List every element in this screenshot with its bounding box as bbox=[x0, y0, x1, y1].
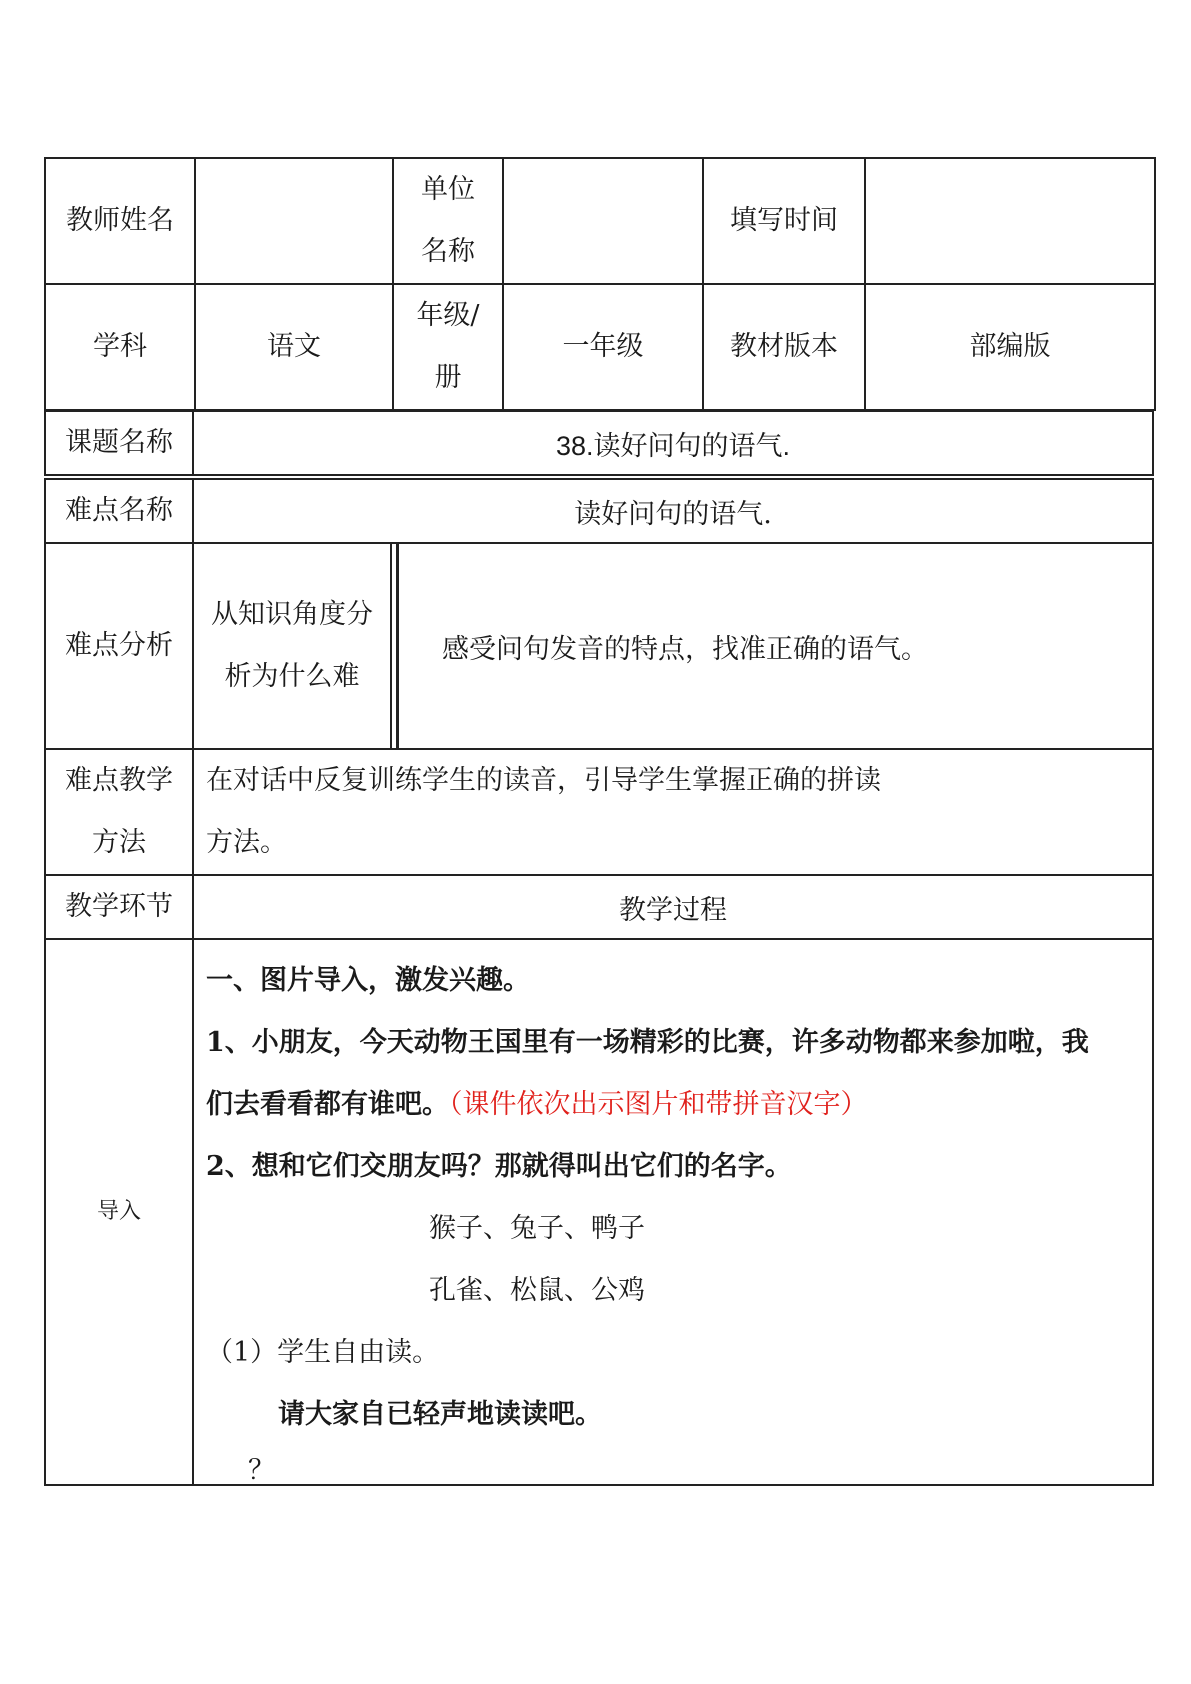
difficulty-row bbox=[44, 478, 1154, 544]
process-title: 教学过程 bbox=[192, 874, 1154, 940]
method-row bbox=[44, 748, 1154, 876]
intro-p2: 2、想和它们交朋友吗？那就得叫出它们的名字。 bbox=[206, 1151, 792, 1182]
header-row-1 bbox=[45, 158, 1155, 284]
analysis-value: 感受问句发音的特点，找准正确的语气。 bbox=[390, 542, 1154, 750]
step-1: （1）学生自由读。 bbox=[206, 1337, 440, 1368]
grade-label bbox=[393, 284, 503, 410]
process-header-row bbox=[44, 874, 1154, 940]
topic-row bbox=[44, 410, 1154, 476]
header-table bbox=[44, 157, 1156, 411]
courseware-note: （课件依次出示图片和带拼音汉字） bbox=[449, 1089, 868, 1120]
topic-label: 课题名称 bbox=[44, 410, 194, 476]
difficulty-label: 难点名称 bbox=[44, 478, 194, 544]
method-label-text: 难点教学方法 bbox=[65, 765, 173, 858]
topic-value: 38.读好问句的语气. bbox=[192, 410, 1154, 476]
teacher-name-label: 教师姓名 bbox=[45, 158, 195, 284]
header-row-2 bbox=[45, 284, 1155, 410]
animals-line-2: 孔雀、松鼠、公鸡 bbox=[429, 1275, 645, 1306]
method-value bbox=[192, 748, 1154, 876]
step-1-text: 请大家自已轻声地读读吧。 bbox=[278, 1399, 602, 1430]
subject-value: 语文 bbox=[195, 284, 393, 410]
edition-label: 教材版本 bbox=[703, 284, 865, 410]
intro-row bbox=[44, 938, 1154, 1486]
subject-label: 学科 bbox=[45, 284, 195, 410]
fill-date-label: 填写时间 bbox=[703, 158, 865, 284]
analysis-row bbox=[44, 542, 1154, 750]
method-label bbox=[44, 748, 194, 876]
analysis-label: 难点分析 bbox=[44, 542, 194, 750]
intro-p1-line1: 1、小朋友，今天动物王国里有一场精彩的比赛，许多动物都来参加啦，我 bbox=[206, 1027, 1089, 1058]
method-line-1: 在对话中反复训练学生的读音，引导学生掌握正确的拼读 bbox=[206, 765, 881, 796]
teacher-name-value bbox=[195, 158, 393, 284]
unit-name-value bbox=[503, 158, 703, 284]
analysis-divider bbox=[396, 542, 399, 750]
edition-value: 部编版 bbox=[865, 284, 1155, 410]
animals-line-1: 猴子、兔子、鸭子 bbox=[429, 1213, 645, 1244]
unit-name-label bbox=[393, 158, 503, 284]
unit-name-label-text: 单位名称 bbox=[420, 174, 475, 267]
trailing-mark: ？ bbox=[248, 1455, 275, 1486]
intro-content bbox=[192, 938, 1154, 1486]
intro-p1-line2 bbox=[206, 1082, 868, 1121]
process-step-label: 教学环节 bbox=[44, 874, 194, 940]
method-line-2: 方法。 bbox=[206, 827, 287, 858]
intro-p1-line2-text: 们去看看都有谁吧。 bbox=[206, 1089, 449, 1120]
grade-label-text: 年级/册 bbox=[416, 300, 480, 393]
grade-value: 一年级 bbox=[503, 284, 703, 410]
difficulty-value: 读好问句的语气. bbox=[192, 478, 1154, 544]
intro-label: 导入 bbox=[44, 938, 194, 1486]
fill-date-value bbox=[865, 158, 1155, 284]
analysis-sub-label: 从知识角度分析为什么难 bbox=[192, 542, 392, 750]
intro-heading: 一、图片导入，激发兴趣。 bbox=[206, 965, 530, 996]
